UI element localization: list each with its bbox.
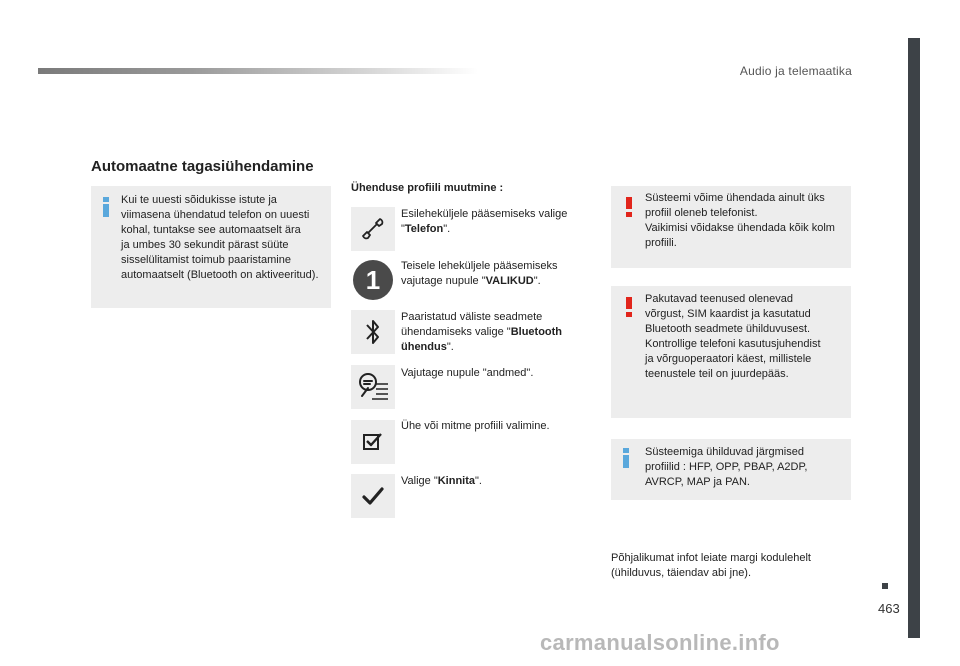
- page-edge-strip: [908, 38, 920, 638]
- warning-box-services: [611, 286, 851, 418]
- warning-box-profile: [611, 186, 851, 268]
- info-box-profiles: [611, 439, 851, 500]
- page-number: 463: [878, 601, 900, 616]
- checkbox-icon: [351, 420, 395, 464]
- text-line: Kontrollige telefoni kasutusjuhendist: [645, 338, 821, 350]
- info-box-text: [645, 445, 845, 490]
- text-line: Kui te uuesti sõidukisse istute ja: [121, 194, 277, 206]
- text-line: ja võrguoperaatori käest, millistele: [645, 353, 812, 365]
- warning-box-text: [645, 292, 845, 382]
- text-line: sisselülitamist toimub paaristamine: [121, 254, 291, 266]
- step-text-part: Valige ": [401, 475, 438, 487]
- header-gradient-bar: [38, 68, 478, 74]
- text-line: automaatselt (Bluetooth on aktiveeritud).: [121, 269, 319, 281]
- profile-section-title: Ühenduse profiili muutmine :: [351, 182, 504, 194]
- step-text-part: ".: [443, 223, 451, 235]
- step-1-text: [401, 207, 581, 237]
- step-text-bold: Kinnita: [437, 475, 476, 487]
- bluetooth-icon: [351, 310, 395, 354]
- text-line: Pakutavad teenused olenevad: [645, 293, 794, 305]
- step-2-text: [401, 259, 581, 289]
- step-text-part: ".: [533, 275, 541, 287]
- step-text-part: Teisele leheküljele pääsemiseks vajutage nupule ": [401, 260, 558, 287]
- number-one-icon: [351, 258, 395, 302]
- step-4-text: [401, 366, 581, 381]
- step-text-part: Ühe või mitme profiili valimine.: [401, 420, 550, 432]
- text-line: profiil oleneb telefonist.: [645, 207, 758, 219]
- step-text-part: Esileheküljele pääsemiseks valige ": [401, 208, 568, 235]
- step-6-text: [401, 474, 581, 489]
- text-line: Bluetooth seadmete ühilduvusest.: [645, 323, 811, 335]
- checkmark-icon: [351, 474, 395, 518]
- step-text-part: Vajutage nupule "andmed".: [401, 367, 534, 379]
- text-line: võrgust, SIM kaardist ja kasutatud: [645, 308, 811, 320]
- step-text-bold: VALIKUD: [485, 275, 534, 287]
- info-box-text: [121, 193, 327, 283]
- step-3-text: [401, 310, 581, 355]
- page-heading: Automaatne tagasiühendamine: [91, 158, 314, 175]
- watermark: carmanualsonline.info: [540, 630, 780, 655]
- text-line: viimasena ühendatud telefon on uuesti: [121, 209, 310, 221]
- page-marker: [882, 583, 888, 589]
- phone-handset-icon: [351, 207, 395, 251]
- text-line: Põhjalikumat infot leiate margi kodulehelt: [611, 552, 811, 564]
- step-text-part: ".: [475, 475, 482, 487]
- info-box-reconnection: [91, 186, 331, 308]
- step-text-part: Paaristatud väliste seadmete ühendamiseks valige ": [401, 311, 543, 338]
- section-title: Audio ja telemaatika: [739, 64, 852, 78]
- text-line: Vaikimisi võidakse ühendada kõik kolm: [645, 222, 835, 234]
- text-line: Süsteemi võime ühendada ainult üks: [645, 192, 825, 204]
- step-5-text: [401, 419, 581, 434]
- warning-box-text: [645, 191, 845, 251]
- number-one-badge: 1: [353, 260, 393, 300]
- details-search-icon: [351, 365, 395, 409]
- step-text-part: ".: [446, 341, 454, 353]
- text-line: profiili.: [645, 237, 677, 249]
- footer-note: [611, 551, 851, 581]
- step-text-bold: Bluetooth ühendus: [401, 326, 563, 353]
- text-line: ja umbes 30 sekundit pärast süüte: [121, 239, 289, 251]
- text-line: teenustele teil on juurdepääs.: [645, 368, 789, 380]
- text-line: Süsteemiga ühilduvad järgmised: [645, 446, 804, 458]
- text-line: AVRCP, MAP ja PAN.: [645, 476, 750, 488]
- text-line: profiilid : HFP, OPP, PBAP, A2DP,: [645, 461, 808, 473]
- text-line: (ühilduvus, täiendav abi jne).: [611, 567, 752, 579]
- step-text-bold: Telefon: [404, 223, 444, 235]
- text-line: kohal, tuntakse see automaatselt ära: [121, 224, 301, 236]
